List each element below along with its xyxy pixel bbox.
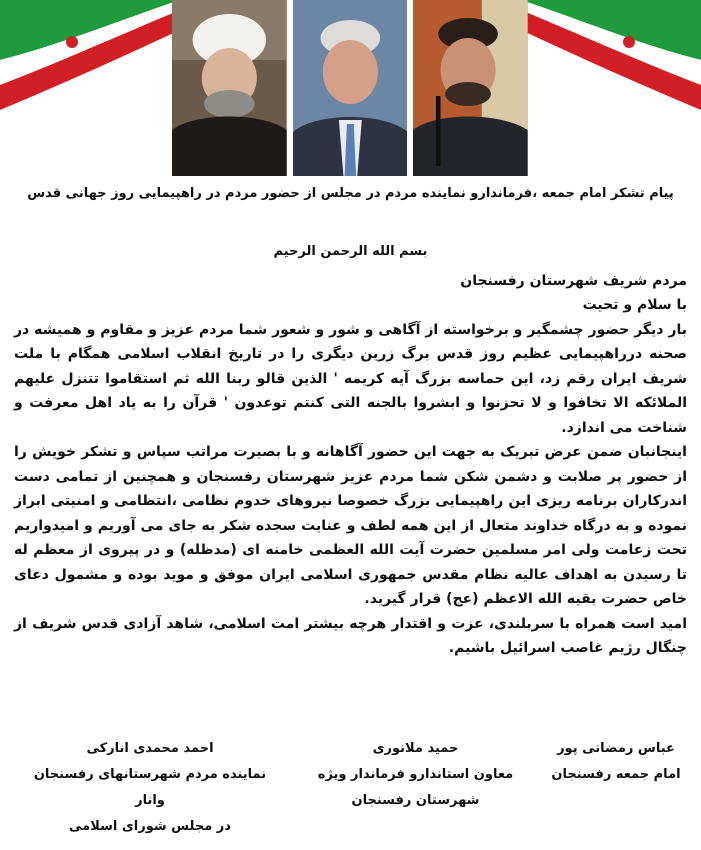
signature-title: نماینده مردم شهرستانهای رفسنجان وانار xyxy=(33,767,267,808)
photo-cleric xyxy=(172,0,287,176)
officials-photos xyxy=(172,0,528,176)
signature-name: احمد محمدی انارکی xyxy=(86,741,214,756)
headline: پیام تشکر امام جمعه ،فرماندارو نماینده مردم در مجلس از حضور مردم در راهپیمایی روز جهانی قدس xyxy=(27,186,674,201)
signature-governor xyxy=(306,736,526,840)
iran-flag-left xyxy=(0,0,180,110)
paragraph-2: اینجانبان ضمن عرض تبریک به جهت این حضور آگاهانه و با بصیرت مراتب سپاس و تشکر خویش را از حضور پر صلابت و دشمن شکن شما مردم عزیز شهرستان رفسنجان و همچنین از تمامی دست اندرکاران برنامه ریزی این راهپیمایی بزرگ خصوصا نیروهای خدوم نظامی ،انتظامی و امنیتی ابراز نموده و به درگاه خداوند متعال از این همه لطف و عنایت سجده شکر به جای می آوریم و امیدواریم تحت زعامت ولی امر مسلمین حضرت آیت الله العظمی خامنه ای (مدظله) و در پیروی از معظم له تا رسیدن به اهداف عالیه نظام مقدس جمهوری اسلامی ایران موفق و موید بوده و مشمول دعای خاص حضرت بقیه الله الاعظم (عج) قرار گیرید. xyxy=(14,444,687,607)
signature-title: در مجلس شورای اسلامی xyxy=(69,819,231,834)
photo-representative xyxy=(413,0,528,176)
signature-title: شهرستان رفسنجان xyxy=(351,793,480,808)
signature-friday-imam xyxy=(551,736,681,840)
greeting: با سلام و تحیت xyxy=(582,297,687,313)
signatures xyxy=(20,736,681,840)
iran-flag-right xyxy=(521,0,701,110)
paragraph-1: بار دیگر حضور چشمگیر و برخواسته از آگاهی و شور و شعور شما مردم عزیز و مقاوم و همیشه در صحنه درراهپیمایی عظیم روز قدس برگ زرین دیگری را در تاریخ انقلاب اسلامی همگام با ملت شریف ایران رقم زد، این حماسه بزرگ آیه کریمه ' الذین قالو ربنا الله ثم استقاموا تتنزل علیهم الملائکه الا تخافوا و لا تحزنوا و ابشروا بالجنه التی کنتم توعدون ' قرآن را به یاد اهل معرفت و شناخت می اندازد. xyxy=(14,321,687,436)
bismillah: بسم الله الرحمن الرحیم xyxy=(273,244,428,259)
signature-name: عباس رمضانی پور xyxy=(557,741,675,756)
letter-body xyxy=(14,240,687,661)
signature-title: معاون استاندارو فرماندار ویژه xyxy=(317,767,514,782)
signature-name: حمید ملانوری xyxy=(372,741,459,756)
signature-representative xyxy=(20,736,280,840)
paragraph-3: امید است همراه با سربلندی، عزت و اقتدار هرچه بیشتر امت اسلامی، شاهد آزادی قدس شریف از چنگال رژیم غاصب اسرائیل باشیم. xyxy=(14,615,687,656)
photo-governor xyxy=(293,0,408,176)
signature-title: امام جمعه رفسنجان xyxy=(551,767,681,782)
salutation: مردم شریف شهرستان رفسنجان xyxy=(460,272,687,289)
